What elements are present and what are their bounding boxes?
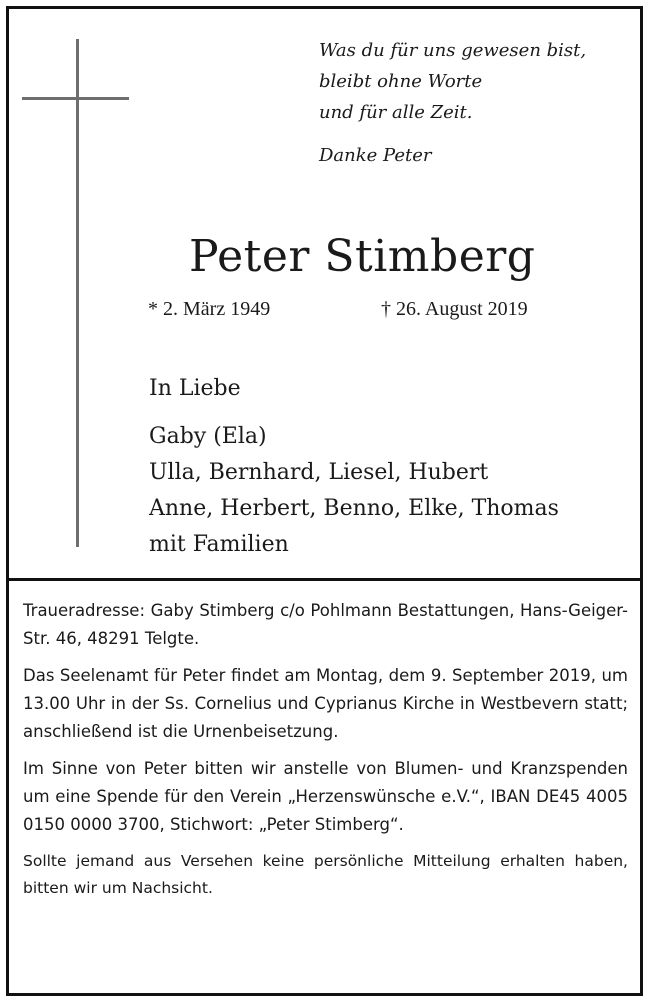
cross-icon — [76, 39, 79, 547]
poem-line: und für alle Zeit. — [319, 102, 473, 123]
service-notice: Das Seelenamt für Peter findet am Montag, dem 9. September 2019, um 13.00 Uhr in der Ss. Cornelius und Cyprianus Kirche in Westbevern statt; anschließend ist die Urnenbeisetzung. — [23, 666, 628, 741]
death-date: † 26. August 2019 — [381, 298, 528, 320]
donation-notice: Im Sinne von Peter bitten wir anstelle von Blumen- und Kranzspenden um eine Spende für den Verein „Herzenswünsche e.V.“, IBAN DE45 4005 0150 0000 3700, Stichwort: „Peter Stimberg“. — [23, 759, 628, 834]
mourners-intro: In Liebe — [149, 376, 241, 401]
apology-notice: Sollte jemand aus Versehen keine persönliche Mitteilung erhalten haben, bitten wir um Nachsicht. — [23, 852, 628, 897]
obituary-frame — [6, 6, 643, 996]
section-divider — [9, 578, 640, 581]
mourning-address: Traueradresse: Gaby Stimberg c/o Pohlmann Bestattungen, Hans-Geiger-Str. 46, 48291 Telgte. — [23, 601, 628, 648]
mourners-line: mit Familien — [149, 532, 289, 557]
mourners-line: Anne, Herbert, Benno, Elke, Thomas — [149, 496, 559, 521]
notices-section — [23, 597, 628, 911]
birth-date: * 2. März 1949 — [148, 298, 271, 320]
deceased-name: Peter Stimberg — [189, 231, 536, 282]
mourners-line: Ulla, Bernhard, Liesel, Hubert — [149, 460, 489, 485]
mourners-line: Gaby (Ela) — [149, 424, 267, 449]
cross-icon-crossbar — [22, 97, 129, 100]
poem-line: Was du für uns gewesen bist, — [319, 40, 587, 61]
poem-line: bleibt ohne Worte — [319, 71, 483, 92]
memorial-poem — [319, 35, 586, 171]
mourners-list — [149, 371, 559, 563]
poem-signature: Danke Peter — [319, 145, 432, 166]
